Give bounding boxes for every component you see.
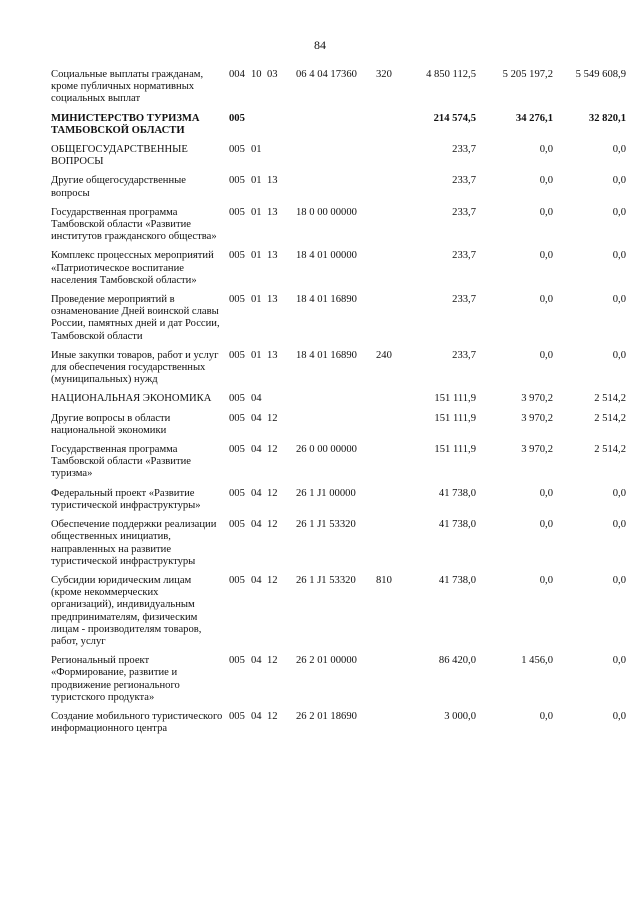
- row-target-article-code: 26 0 00 00000: [296, 444, 357, 456]
- row-name: Федеральный проект «Развитие туристической инфраструктуры»: [51, 487, 201, 511]
- row-grbs-code: 005: [229, 444, 245, 456]
- row-expense-type-code: [376, 112, 401, 143]
- row-target-article-code: 26 1 J1 53320: [296, 519, 356, 531]
- table-row: [51, 574, 626, 654]
- row-amount-year-3: 0,0: [612, 574, 626, 586]
- table-row: [51, 174, 626, 205]
- row-section-code: 04: [251, 574, 262, 586]
- row-amount-year-2: 0,0: [539, 250, 553, 262]
- row-amount-year-3: 0,0: [612, 349, 626, 361]
- row-amount-year-2: 0,0: [539, 294, 553, 306]
- row-amount-year-3: 2 514,2: [594, 393, 626, 405]
- row-section-code: 04: [251, 710, 262, 722]
- row-amount-year-3: 32 820,1: [588, 112, 626, 124]
- row-amount-year-1: 151 111,9: [434, 444, 476, 456]
- row-subsection-code: 13: [267, 294, 278, 306]
- row-amount-year-1: 233,7: [452, 349, 476, 361]
- row-expense-type-code: 320: [376, 69, 392, 80]
- row-grbs-code: 005: [229, 112, 245, 124]
- row-amount-year-2: 0,0: [539, 175, 553, 187]
- row-expense-type-code: [376, 206, 401, 250]
- row-amount-year-3: 0,0: [612, 206, 626, 218]
- row-target-article-code: 18 4 01 00000: [296, 250, 357, 262]
- row-name: Обеспечение поддержки реализации общественных инициатив, направленных на развитие туристической инфраструктуры: [51, 519, 217, 567]
- row-target-article-code: 26 1 J1 53320: [296, 574, 356, 586]
- row-section-code: 04: [251, 487, 262, 499]
- row-amount-year-2: 0,0: [539, 206, 553, 218]
- row-amount-year-1: 151 111,9: [434, 412, 476, 424]
- row-name: Создание мобильного туристического информационного центра: [51, 710, 223, 735]
- table-row: [51, 206, 626, 250]
- table-row: [51, 249, 626, 293]
- row-target-article-code: 18 4 01 16890: [296, 349, 357, 361]
- row-amount-year-1: 233,7: [452, 250, 476, 262]
- row-amount-year-2: 5 205 197,2: [502, 69, 553, 80]
- table-row: [51, 654, 626, 710]
- row-subsection-code: 12: [267, 444, 278, 456]
- row-target-article-code: 18 4 01 16890: [296, 294, 357, 306]
- row-subsection-code: 12: [267, 487, 278, 499]
- table-row: [51, 487, 626, 518]
- row-amount-year-3: 0,0: [612, 519, 626, 531]
- row-amount-year-2: 3 970,2: [521, 444, 553, 456]
- row-section-code: 04: [251, 655, 262, 667]
- row-section-code: 04: [251, 444, 262, 456]
- row-target-article-code: 26 1 J1 00000: [296, 487, 356, 499]
- table-row: [51, 293, 626, 349]
- row-expense-type-code: [376, 392, 401, 411]
- row-amount-year-2: 3 970,2: [521, 393, 553, 405]
- row-amount-year-1: 41 738,0: [438, 487, 476, 499]
- row-amount-year-3: 0,0: [612, 144, 626, 156]
- table-row: [51, 143, 626, 174]
- budget-table: [51, 68, 626, 741]
- row-expense-type-code: [376, 174, 401, 205]
- table-row: [51, 112, 626, 143]
- table-row: [51, 443, 626, 487]
- row-amount-year-1: 41 738,0: [438, 519, 476, 531]
- row-grbs-code: 005: [229, 710, 245, 722]
- table-row: [51, 518, 626, 574]
- row-amount-year-2: 0,0: [539, 574, 553, 586]
- row-expense-type-code: [376, 487, 401, 518]
- row-amount-year-2: 0,0: [539, 487, 553, 499]
- row-subsection-code: 12: [267, 412, 278, 424]
- row-amount-year-2: 0,0: [539, 144, 553, 156]
- row-amount-year-1: 233,7: [452, 294, 476, 306]
- row-subsection-code: 12: [267, 519, 278, 531]
- page-number: 84: [314, 38, 326, 52]
- row-amount-year-1: 233,7: [452, 206, 476, 218]
- row-expense-type-code: 240: [376, 349, 392, 361]
- row-name: Социальные выплаты гражданам, кроме публичных нормативных социальных выплат: [51, 69, 204, 105]
- table-row: [51, 710, 626, 741]
- row-amount-year-3: 2 514,2: [594, 412, 626, 424]
- row-target-article-code: 26 2 01 18690: [296, 710, 357, 722]
- table-row: [51, 412, 626, 443]
- row-section-code: 01: [251, 294, 262, 306]
- row-amount-year-2: 34 276,1: [515, 112, 553, 124]
- row-section-code: 04: [251, 412, 262, 424]
- row-name: НАЦИОНАЛЬНАЯ ЭКОНОМИКА: [51, 393, 212, 405]
- row-section-code: 01: [251, 206, 262, 218]
- row-amount-year-2: 1 456,0: [521, 655, 553, 667]
- row-grbs-code: 005: [229, 294, 245, 306]
- row-grbs-code: 005: [229, 175, 245, 187]
- row-expense-type-code: [376, 143, 401, 174]
- row-target-article-code: [296, 392, 376, 411]
- row-target-article-code: [296, 112, 376, 143]
- row-subsection-code: 13: [267, 175, 278, 187]
- table-row: [51, 392, 626, 411]
- table-row: [51, 68, 626, 112]
- row-target-article-code: [296, 412, 376, 443]
- row-name: Проведение мероприятий в ознаменование Дней воинской славы России, памятных дней и дат России, Тамбовской области: [51, 294, 220, 342]
- row-grbs-code: 005: [229, 250, 245, 262]
- row-amount-year-3: 5 549 608,9: [575, 69, 626, 80]
- row-section-code: 04: [251, 393, 262, 405]
- row-section-code: 01: [251, 250, 262, 262]
- row-grbs-code: 005: [229, 412, 245, 424]
- row-grbs-code: 005: [229, 349, 245, 361]
- row-name: Иные закупки товаров, работ и услуг для обеспечения государственных (муниципальных) нужд: [51, 349, 219, 386]
- row-expense-type-code: [376, 249, 401, 293]
- row-section-code: 10: [251, 69, 262, 80]
- row-subsection-code: 13: [267, 206, 278, 218]
- row-grbs-code: 005: [229, 655, 245, 667]
- row-subsection-code: [267, 112, 296, 143]
- row-amount-year-1: 233,7: [452, 144, 476, 156]
- row-grbs-code: 005: [229, 393, 245, 405]
- row-expense-type-code: [376, 710, 401, 741]
- row-amount-year-1: 41 738,0: [438, 574, 476, 586]
- row-target-article-code: 06 4 04 17360: [296, 69, 357, 80]
- row-grbs-code: 005: [229, 574, 245, 586]
- row-name: Другие общегосударственные вопросы: [51, 175, 186, 199]
- row-target-article-code: [296, 143, 376, 174]
- row-target-article-code: 26 2 01 00000: [296, 655, 357, 667]
- row-amount-year-2: 3 970,2: [521, 412, 553, 424]
- row-expense-type-code: [376, 293, 401, 349]
- row-amount-year-1: 86 420,0: [438, 655, 476, 667]
- row-section-code: 01: [251, 144, 262, 156]
- row-amount-year-3: 0,0: [612, 655, 626, 667]
- row-amount-year-3: 0,0: [612, 710, 626, 722]
- row-target-article-code: 18 0 00 00000: [296, 206, 357, 218]
- row-section-code: [251, 112, 267, 143]
- row-amount-year-1: 4 850 112,5: [426, 69, 476, 80]
- row-amount-year-3: 0,0: [612, 294, 626, 306]
- row-subsection-code: 13: [267, 250, 278, 262]
- row-section-code: 04: [251, 519, 262, 531]
- table-row: [51, 349, 626, 393]
- row-subsection-code: 12: [267, 655, 278, 667]
- row-subsection-code: [267, 392, 296, 411]
- row-subsection-code: 12: [267, 710, 278, 722]
- row-amount-year-3: 0,0: [612, 250, 626, 262]
- row-amount-year-2: 0,0: [539, 519, 553, 531]
- row-grbs-code: 004: [229, 69, 245, 80]
- row-name: Комплекс процессных мероприятий «Патриотическое воспитание населения Тамбовской области»: [51, 250, 214, 286]
- row-target-article-code: [296, 174, 376, 205]
- row-expense-type-code: [376, 412, 401, 443]
- row-section-code: 01: [251, 175, 262, 187]
- row-amount-year-2: 0,0: [539, 349, 553, 361]
- row-grbs-code: 005: [229, 144, 245, 156]
- row-expense-type-code: [376, 518, 401, 574]
- row-amount-year-1: 233,7: [452, 175, 476, 187]
- row-amount-year-3: 0,0: [612, 175, 626, 187]
- row-name: Государственная программа Тамбовской области «Развитие туризма»: [51, 444, 191, 480]
- row-name: Региональный проект «Формирование, развитие и продвижение регионального туристского продукта»: [51, 655, 180, 703]
- row-amount-year-3: 0,0: [612, 487, 626, 499]
- row-amount-year-1: 151 111,9: [434, 393, 476, 405]
- row-name: Государственная программа Тамбовской области «Развитие институтов гражданского общества»: [51, 206, 217, 243]
- row-subsection-code: 03: [267, 69, 278, 80]
- row-expense-type-code: 810: [376, 574, 392, 586]
- row-name: ОБЩЕГОСУДАРСТВЕННЫЕ ВОПРОСЫ: [51, 144, 188, 168]
- row-grbs-code: 005: [229, 487, 245, 499]
- row-grbs-code: 005: [229, 206, 245, 218]
- row-amount-year-3: 2 514,2: [594, 444, 626, 456]
- row-name: МИНИСТЕРСТВО ТУРИЗМА ТАМБОВСКОЙ ОБЛАСТИ: [51, 112, 200, 136]
- row-subsection-code: [267, 143, 296, 174]
- row-grbs-code: 005: [229, 519, 245, 531]
- row-subsection-code: 13: [267, 349, 278, 361]
- row-section-code: 01: [251, 349, 262, 361]
- row-subsection-code: 12: [267, 574, 278, 586]
- row-amount-year-1: 214 574,5: [433, 112, 476, 124]
- row-name: Субсидии юридическим лицам (кроме некоммерческих организаций), индивидуальным предпринимателям, физическим лицам - производителям товаров, работ, услуг: [51, 574, 202, 647]
- row-amount-year-2: 0,0: [539, 710, 553, 722]
- row-expense-type-code: [376, 443, 401, 487]
- row-name: Другие вопросы в области национальной экономики: [51, 412, 171, 436]
- row-expense-type-code: [376, 654, 401, 710]
- row-amount-year-1: 3 000,0: [444, 710, 476, 722]
